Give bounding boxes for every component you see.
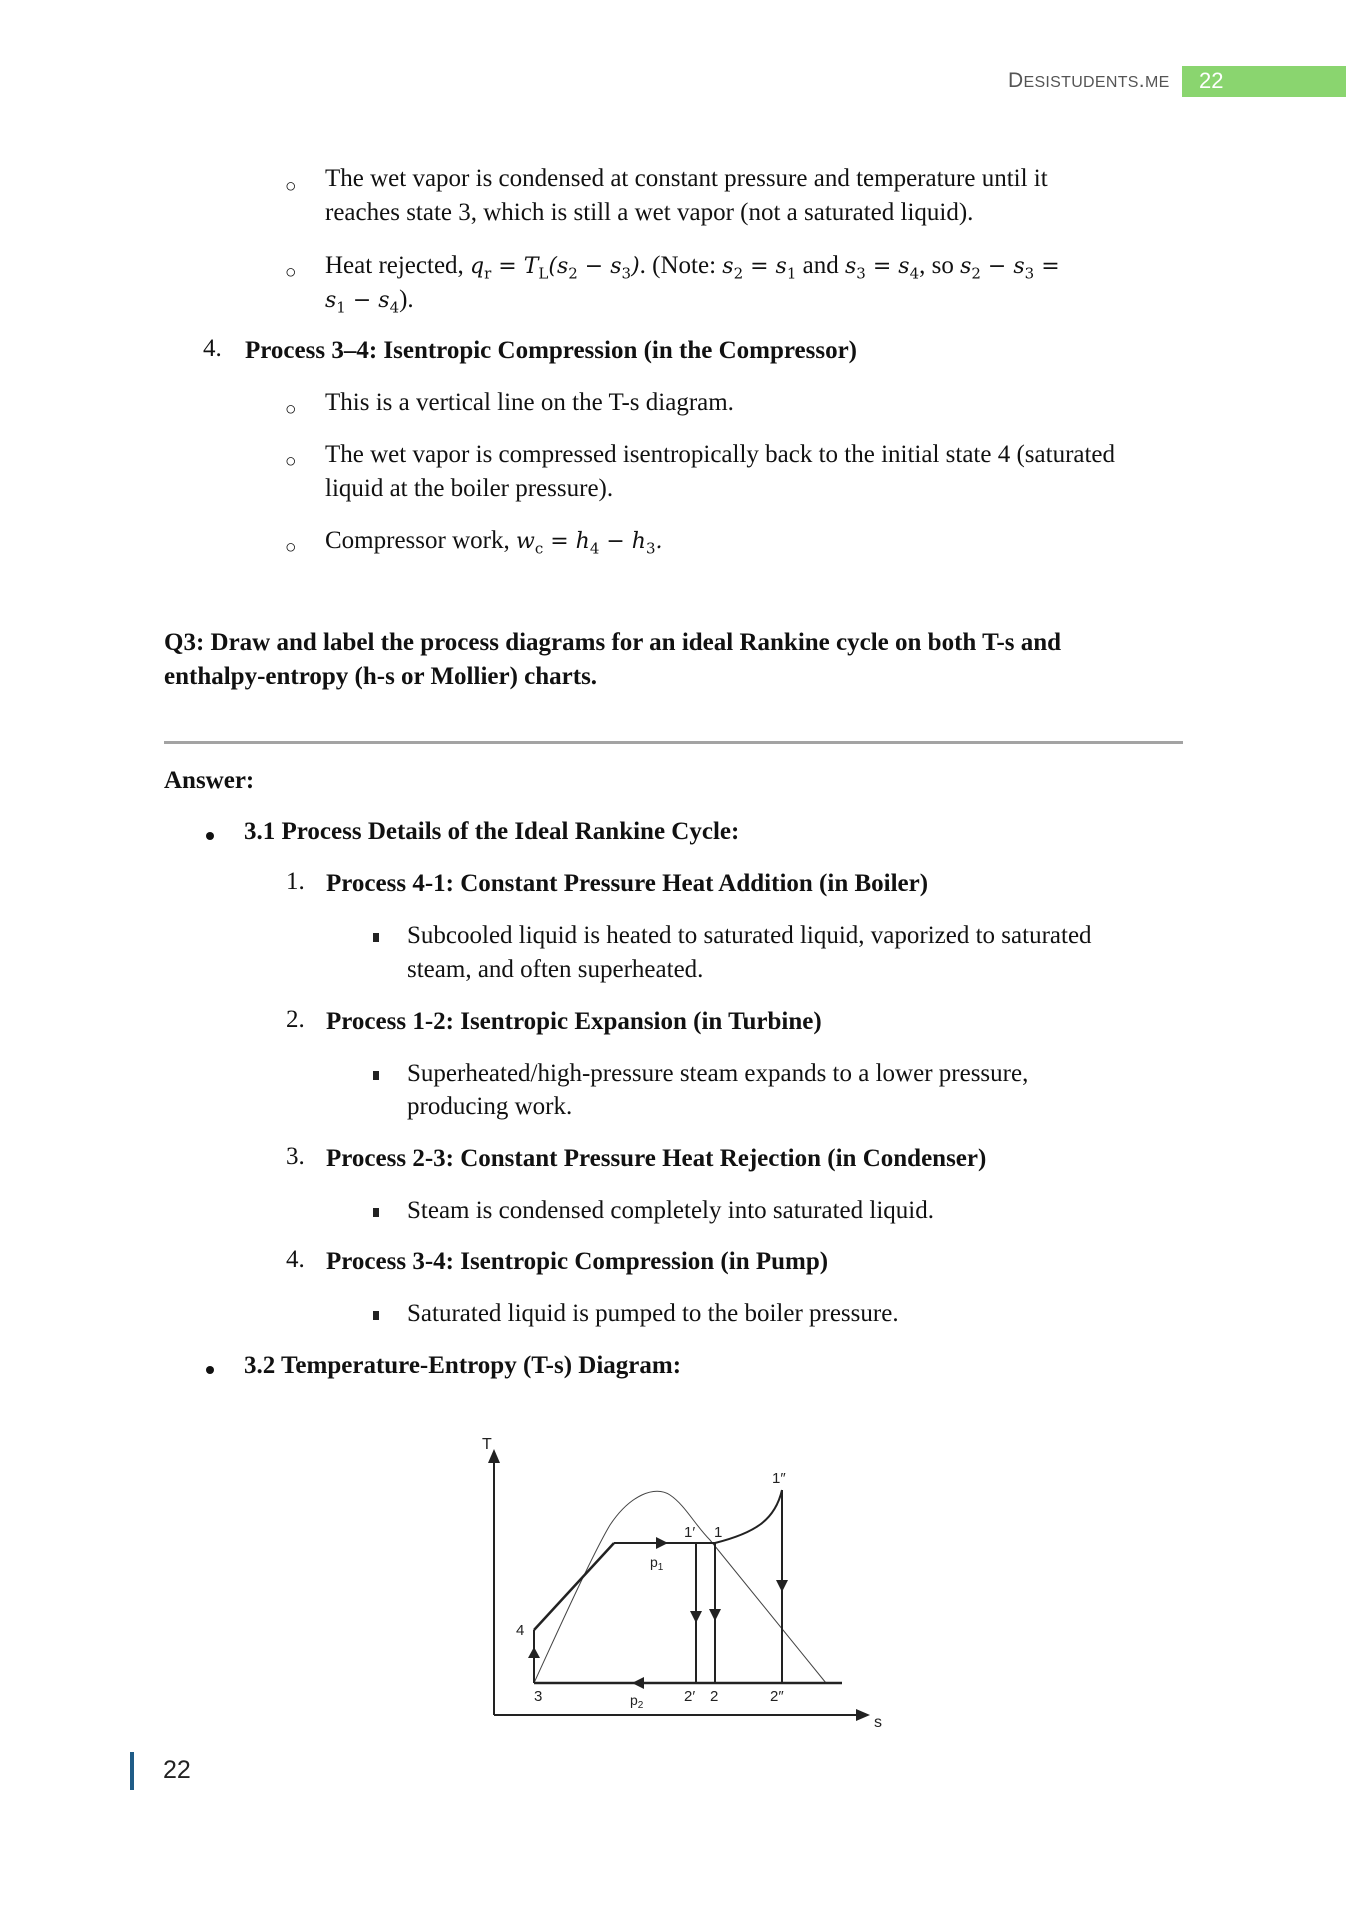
list-number: 1.	[286, 868, 305, 895]
compressor-work-formula: $w_c = h_4 - h_3$.	[515, 529, 663, 558]
list-number: 4.	[203, 335, 222, 362]
footer-page-number: 22	[163, 1756, 191, 1784]
process-heading: Process 3-4: Isentropic Compression (in Pump)	[326, 1248, 829, 1275]
list-item: Superheated/high-pressure steam expands to a lower pressure,	[407, 1060, 1029, 1087]
superheat-curve	[715, 1490, 782, 1543]
list-number: 3.	[286, 1143, 305, 1170]
list-number: 4.	[286, 1246, 305, 1273]
arrow-up-icon	[528, 1647, 540, 1658]
list-item-compressor-work: Compressor work, $w_c = h_4 - h_3$.	[325, 527, 663, 558]
page-number-badge	[1182, 66, 1346, 97]
process-heading: Process 4-1: Constant Pressure Heat Addition (in Boiler)	[326, 870, 929, 897]
list-item: Steam is condensed completely into saturated liquid.	[407, 1197, 934, 1224]
state-2-double-prime-label: 2″	[770, 1688, 784, 1705]
p1-label: $p_1$	[650, 1554, 664, 1573]
square-bullet-icon	[373, 1311, 379, 1320]
arrow-right-icon	[656, 1537, 668, 1549]
process-heading: Process 2-3: Constant Pressure Heat Rejection (in Condenser)	[326, 1145, 987, 1172]
section-heading-3-2: 3.2 Temperature-Entropy (T-s) Diagram:	[244, 1352, 682, 1379]
square-bullet-icon	[373, 1071, 379, 1080]
horizontal-divider	[164, 741, 1183, 744]
state-1-label: 1	[714, 1524, 723, 1541]
process-heading: Process 1-2: Isentropic Expansion (in Turbine)	[326, 1008, 822, 1035]
square-bullet-icon	[373, 1208, 379, 1217]
circle-bullet-icon: ○	[285, 262, 297, 283]
list-item: Saturated liquid is pumped to the boiler pressure.	[407, 1300, 899, 1327]
circle-bullet-icon: ○	[285, 399, 297, 420]
s-axis-label: s	[874, 1714, 882, 1731]
list-item: The wet vapor is compressed isentropically back to the initial state 4 (saturated	[325, 441, 1116, 468]
list-number: 2.	[286, 1006, 305, 1033]
circle-bullet-icon: ○	[285, 176, 297, 197]
question-heading-continuation: enthalpy-entropy (h-s or Mollier) charts.	[164, 663, 598, 690]
arrow-down-icon	[709, 1609, 721, 1621]
header-page-number: 22	[1199, 68, 1224, 93]
ts-diagram	[470, 1415, 890, 1735]
list-item-heat-rejected: Heat rejected, $q_r = T_L(s_2 - s_3)$. (Note: $s_2 = s_1$ and $s_3 = s_4$, so $s_2 - s_3$ =	[325, 252, 1060, 283]
t-axis-label: T	[482, 1436, 492, 1453]
circle-bullet-icon: ○	[285, 537, 297, 558]
list-item-continuation: producing work.	[407, 1093, 573, 1120]
list-item-continuation: reaches state 3, which is still a wet vapor (not a saturated liquid).	[325, 199, 974, 226]
list-item-continuation: steam, and often superheated.	[407, 956, 704, 983]
list-item: Subcooled liquid is heated to saturated liquid, vaporized to saturated	[407, 922, 1092, 949]
footer-accent-bar	[130, 1752, 134, 1790]
arrow-down-icon	[776, 1580, 788, 1592]
square-bullet-icon	[373, 933, 379, 942]
state-1-double-prime-label: 1″	[772, 1470, 786, 1487]
s-axis-arrow-icon	[856, 1709, 870, 1721]
state-3-label: 3	[534, 1688, 543, 1705]
arrow-down-icon	[690, 1611, 702, 1623]
site-name: DESISTUDENTS.ME	[1008, 69, 1170, 92]
list-item: This is a vertical line on the T-s diagram.	[325, 389, 734, 416]
arrow-left-icon	[632, 1677, 644, 1689]
answer-label: Answer:	[164, 767, 255, 794]
state-2-prime-label: 2′	[684, 1688, 696, 1705]
bullet-dot-icon	[206, 1366, 214, 1374]
state-4-label: 4	[516, 1622, 525, 1639]
list-item-continuation: $s_1 - s_4$).	[325, 286, 414, 317]
list-item: The wet vapor is condensed at constant pressure and temperature until it	[325, 165, 1048, 192]
process-heading: Process 3–4: Isentropic Compression (in the Compressor)	[245, 337, 857, 364]
question-heading: Q3: Draw and label the process diagrams for an ideal Rankine cycle on both T-s and	[164, 629, 1062, 656]
heat-rejected-formula: $q_r = T_L(s_2 - s_3)$	[470, 254, 640, 283]
p2-label: $p_2$	[630, 1692, 644, 1711]
bullet-dot-icon	[206, 832, 214, 840]
state-1-prime-label: 1′	[684, 1524, 696, 1541]
state-2-label: 2	[710, 1688, 719, 1705]
liquid-heating-line	[534, 1543, 614, 1630]
section-heading-3-1: 3.1 Process Details of the Ideal Rankine Cycle:	[244, 818, 740, 845]
circle-bullet-icon: ○	[285, 451, 297, 472]
list-item-continuation: liquid at the boiler pressure).	[325, 475, 614, 502]
